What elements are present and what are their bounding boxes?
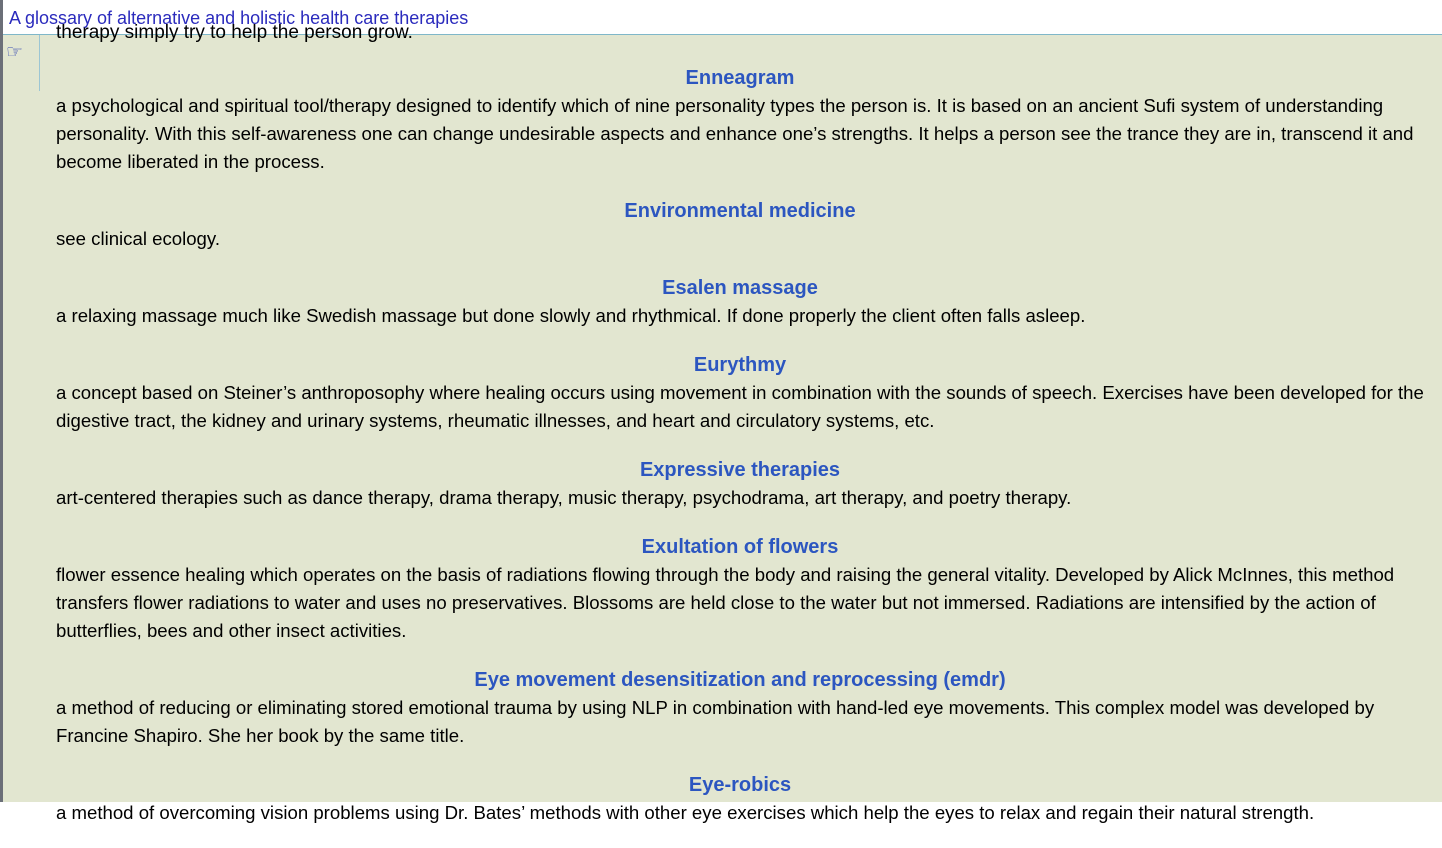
glossary-entries xyxy=(56,64,1424,848)
glossary-entry xyxy=(56,351,1424,435)
glossary-content[interactable] xyxy=(3,22,1442,823)
glossary-entry xyxy=(56,64,1424,176)
glossary-definition: a relaxing massage much like Swedish massage but done slowly and rhythmical. If done properly the client often falls asleep. xyxy=(56,305,1086,326)
glossary-entry xyxy=(56,274,1424,330)
glossary-term: Exultation of flowers xyxy=(641,536,839,558)
left-gutter xyxy=(3,35,40,91)
glossary-entry xyxy=(56,456,1424,512)
glossary-definition: see clinical ecology. xyxy=(56,228,220,249)
glossary-entry xyxy=(56,666,1424,750)
glossary-definition: a method of overcoming vision problems using Dr. Bates’ methods with other eye exercises which help the eyes to relax and regain their natural strength. xyxy=(56,802,1315,823)
glossary-definition: flower essence healing which operates on the basis of radiations flowing through the body and raising the general vitality. Developed by Alick McInnes, this method transfers flower radiations to water and uses no preservatives. Blossoms are held close to the water but not immersed. Radiations are intensified by the action of butterflies, bees and other insect activities. xyxy=(56,564,1395,641)
pointing-hand-icon[interactable]: ☞ xyxy=(6,41,24,63)
glossary-entry xyxy=(56,771,1424,827)
glossary-term: Environmental medicine xyxy=(624,200,856,222)
partial-previous-line: therapy simply try to help the person grow. xyxy=(56,22,413,43)
glossary-definition: a concept based on Steiner’s anthroposophy where healing occurs using movement in combination with the sounds of speech. Exercises have been developed for the digestive tract, the kidney and urinary systems, rheumatic illnesses, and heart and circulatory systems, etc. xyxy=(56,382,1424,431)
window-title: A glossary of alternative and holistic health care therapies xyxy=(9,8,469,28)
glossary-definition: a psychological and spiritual tool/therapy designed to identify which of nine personality types the person is. It is based on an ancient Sufi system of understanding personality. With this self-awareness one can change undesirable aspects and enhance one’s strengths. It helps a person see the trance they are in, transcend it and become liberated in the process. xyxy=(56,95,1414,172)
glossary-term: Eurythmy xyxy=(693,354,787,376)
glossary-entry xyxy=(56,533,1424,645)
glossary-definition: art-centered therapies such as dance therapy, drama therapy, music therapy, psychodrama, art therapy, and poetry therapy. xyxy=(56,487,1072,508)
glossary-term: Expressive therapies xyxy=(639,459,841,481)
glossary-term: Esalen massage xyxy=(662,277,818,299)
glossary-term: Eye movement desensitization and reprocessing (emdr) xyxy=(474,669,1006,691)
glossary-term: Eye-robics xyxy=(688,774,792,796)
glossary-entry xyxy=(56,197,1424,253)
glossary-definition: a method of reducing or eliminating stored emotional trauma by using NLP in combination with hand-led eye movements. This complex model was developed by Francine Shapiro. She her book by the same title. xyxy=(56,697,1375,746)
glossary-term: Enneagram xyxy=(685,67,795,89)
